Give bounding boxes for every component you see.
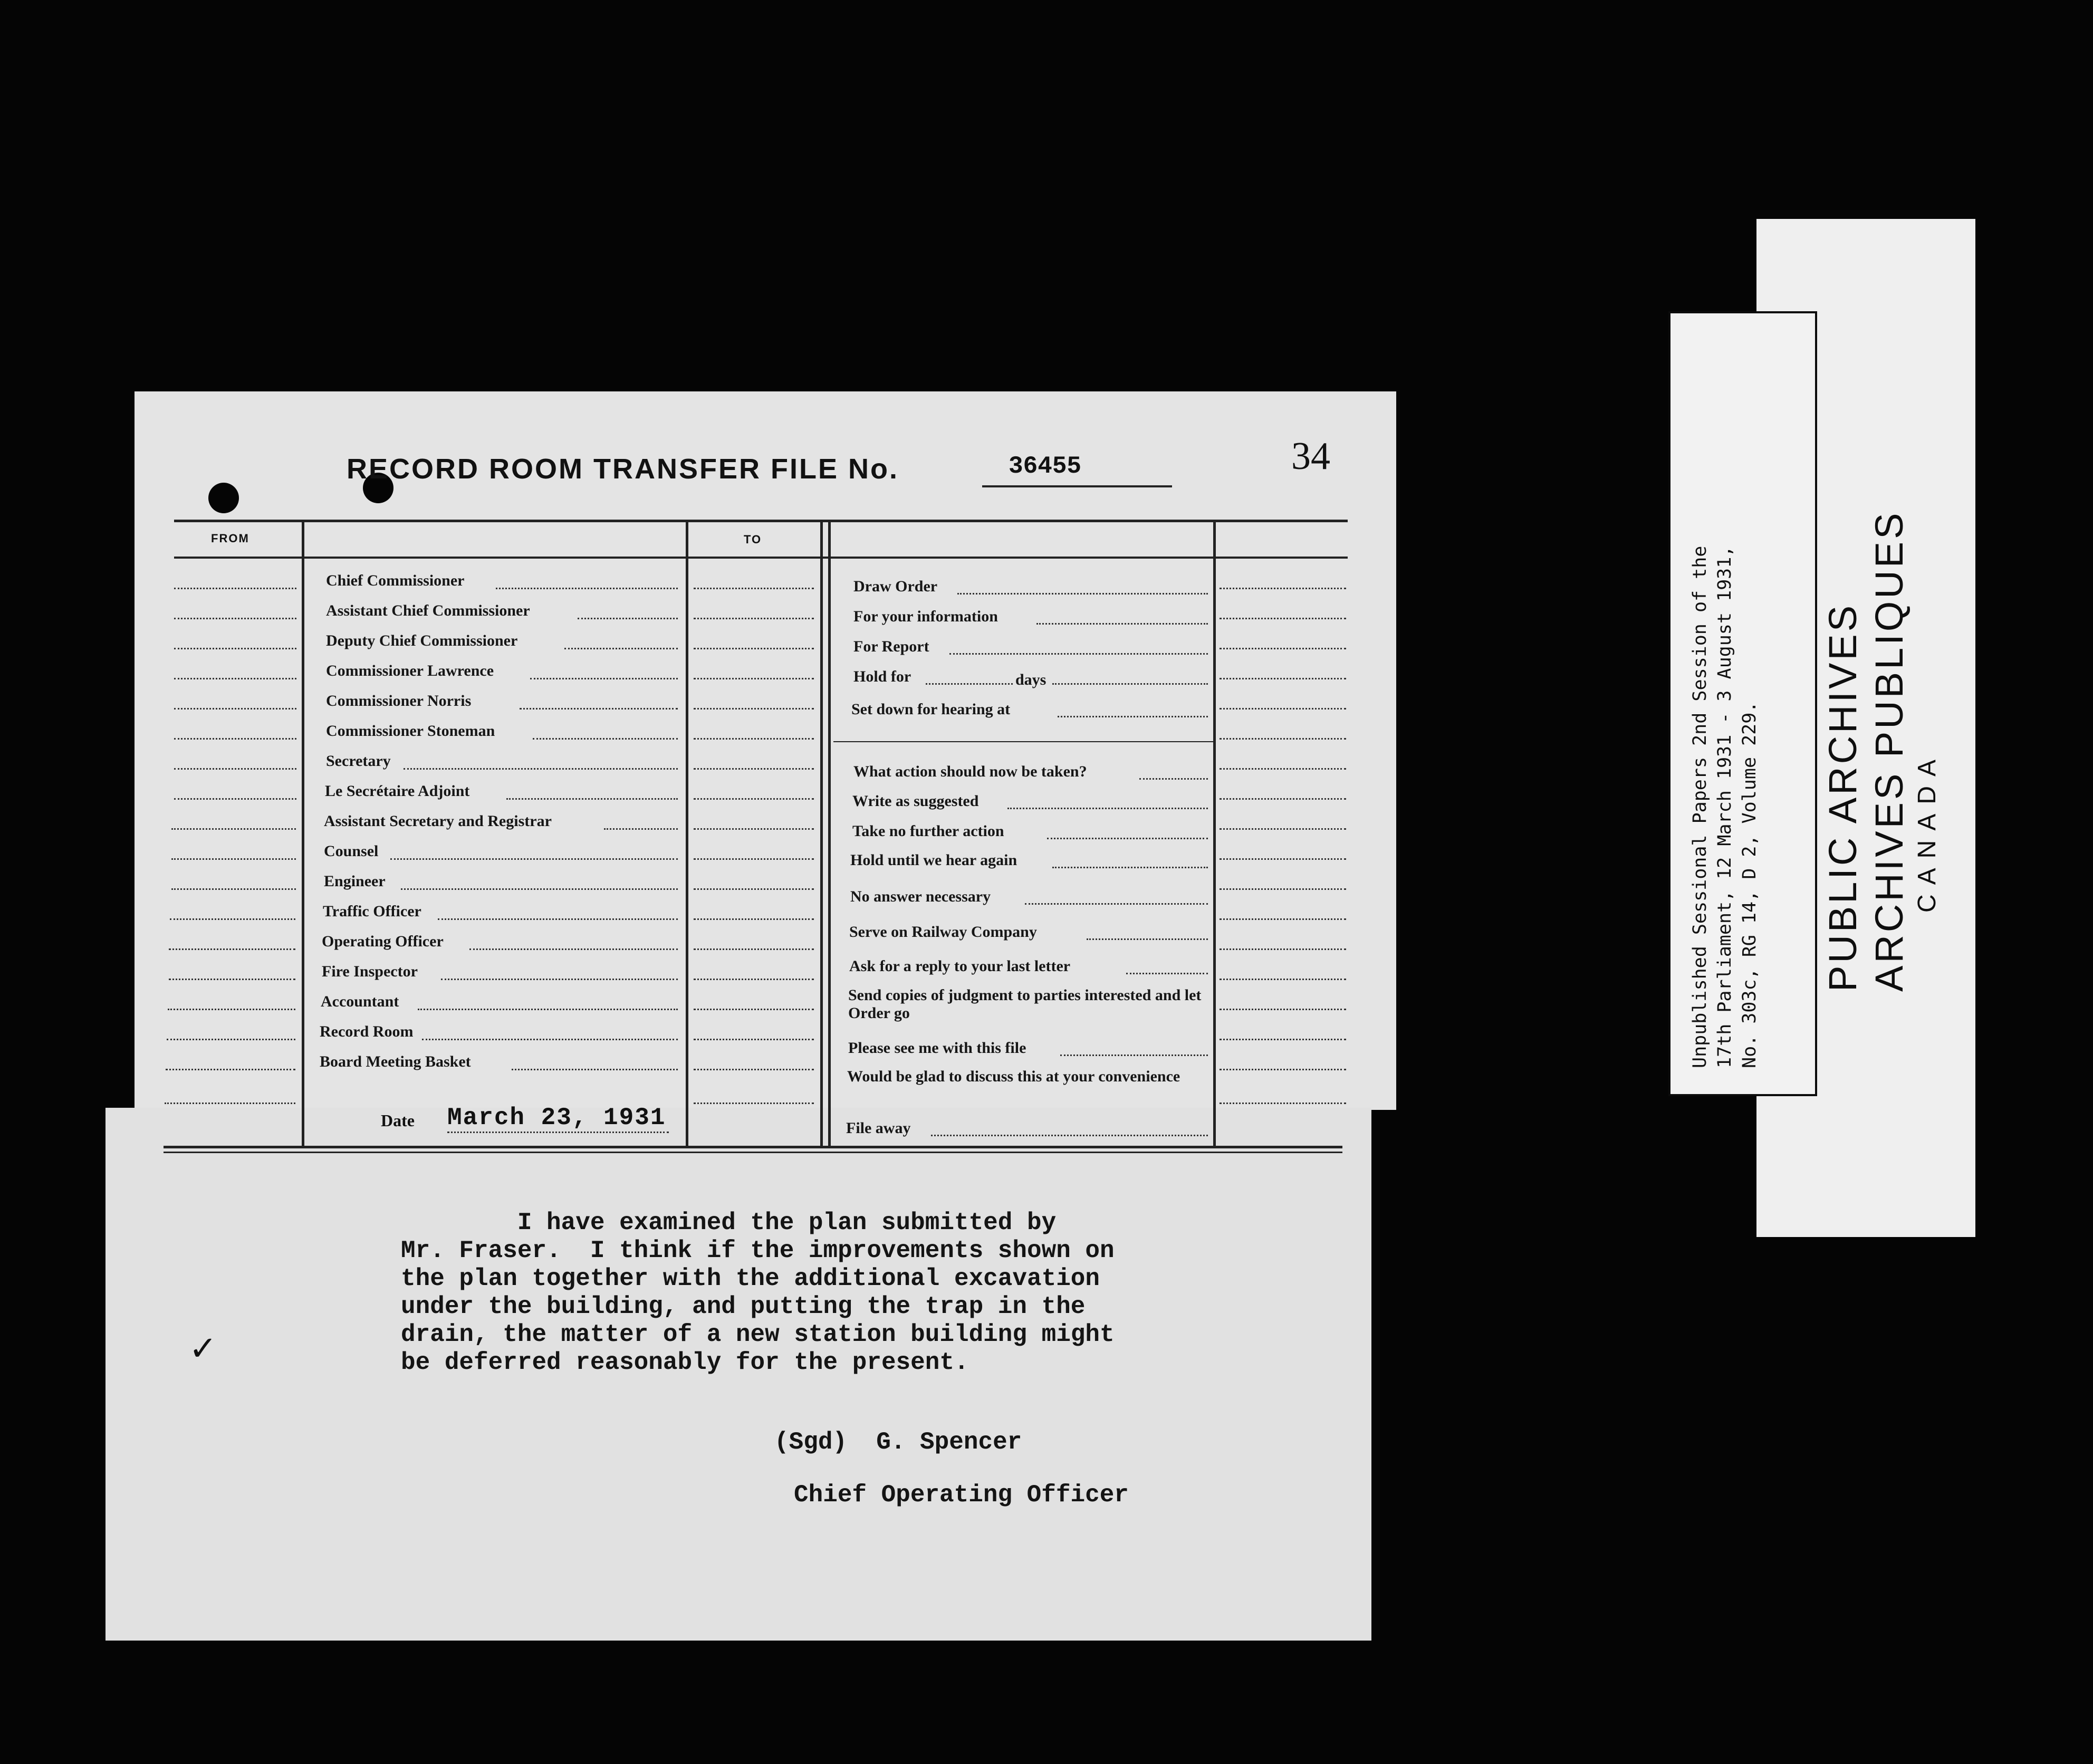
official-label: Commissioner Stoneman (326, 722, 495, 740)
form-title: RECORD ROOM TRANSFER FILE No. (347, 453, 899, 485)
action-label: Send copies of judgment to parties interested and let Order go (848, 986, 1202, 1022)
from-column-header: FROM (211, 532, 249, 545)
signature-line: (Sgd) G. Spencer (774, 1429, 1022, 1456)
action-label: Write as suggested (852, 792, 979, 810)
memo-line: I have examined the plan submitted by (401, 1209, 1057, 1236)
action-label: What action should now be taken? (853, 763, 1087, 780)
column-divider-3 (820, 521, 823, 1148)
action-label: Please see me with this file (848, 1039, 1026, 1057)
citation-line: Unpublished Sessional Papers 2nd Session of the (1689, 545, 1711, 1068)
action-label: For Report (853, 638, 929, 655)
official-label: Commissioner Lawrence (326, 662, 494, 679)
action-label: days (1015, 671, 1046, 688)
date-value: March 23, 1931 (447, 1104, 669, 1133)
official-label: Assistant Secretary and Registrar (324, 812, 552, 830)
official-label: Secretary (326, 752, 391, 770)
column-divider-1 (302, 521, 304, 1148)
table-bottom-rule-2 (164, 1152, 1342, 1153)
action-label: Set down for hearing at (851, 701, 1011, 718)
action-label: Ask for a reply to your last letter (849, 957, 1071, 975)
official-label: Operating Officer (322, 933, 444, 950)
column-divider-5 (1213, 521, 1216, 1148)
table-bottom-rule (164, 1146, 1342, 1148)
action-label: Draw Order (853, 578, 938, 595)
date-label: Date (381, 1111, 415, 1130)
file-number: 36455 (982, 450, 1172, 487)
official-label: Accountant (321, 993, 399, 1010)
column-divider-2 (686, 521, 688, 1148)
signature-title: Chief Operating Officer (794, 1481, 1129, 1509)
official-label: Traffic Officer (323, 903, 421, 920)
action-label: File away (846, 1119, 911, 1137)
punch-hole-left (208, 483, 239, 513)
table-top-rule (174, 520, 1348, 522)
action-label: Hold for (853, 668, 911, 685)
official-label: Fire Inspector (322, 963, 418, 980)
action-label: For your information (853, 608, 998, 625)
column-divider-4 (828, 521, 831, 1148)
archive-stamp (1820, 511, 1942, 992)
archive-stamp-line-1: PUBLIC ARCHIVES (1821, 602, 1865, 992)
check-mark-icon: ✓ (189, 1329, 217, 1368)
action-label: Take no further action (852, 822, 1004, 840)
official-label: Chief Commissioner (326, 572, 465, 589)
citation-line: 17th Parliament, 12 March 1931 - 3 August 1931, (1714, 545, 1735, 1068)
memo-line: the plan together with the additional excavation (401, 1265, 1100, 1292)
archive-citation (1688, 546, 1762, 1068)
citation-line: No. 303c, RG 14, D 2, Volume 229. (1739, 701, 1760, 1068)
memo-line: under the building, and putting the trap in the (401, 1293, 1086, 1320)
official-label: Deputy Chief Commissioner (326, 632, 518, 649)
official-label: Record Room (320, 1023, 414, 1040)
action-label: No answer necessary (850, 888, 991, 905)
memo-line: drain, the matter of a new station building might (401, 1321, 1115, 1348)
action-label: Serve on Railway Company (849, 923, 1037, 941)
memo-line: Mr. Fraser. I think if the improvements shown on (401, 1237, 1115, 1264)
archive-stamp-line-2: ARCHIVES PUBLIQUES (1867, 510, 1911, 992)
official-label: Counsel (324, 842, 379, 860)
archive-stamp-line-3: CANADA (1913, 750, 1941, 913)
action-label: Would be glad to discuss this at your convenience (847, 1068, 1180, 1085)
page-number: 34 (1291, 435, 1330, 478)
official-label: Board Meeting Basket (320, 1053, 471, 1070)
memo-line: be deferred reasonably for the present. (401, 1349, 969, 1376)
action-label: Hold until we hear again (850, 851, 1017, 869)
official-label: Assistant Chief Commissioner (326, 602, 530, 619)
official-label: Engineer (324, 873, 386, 890)
to-column-header: TO (744, 533, 762, 546)
header-rule (174, 557, 1348, 559)
official-label: Commissioner Norris (326, 692, 472, 710)
official-label: Le Secrétaire Adjoint (325, 782, 470, 800)
